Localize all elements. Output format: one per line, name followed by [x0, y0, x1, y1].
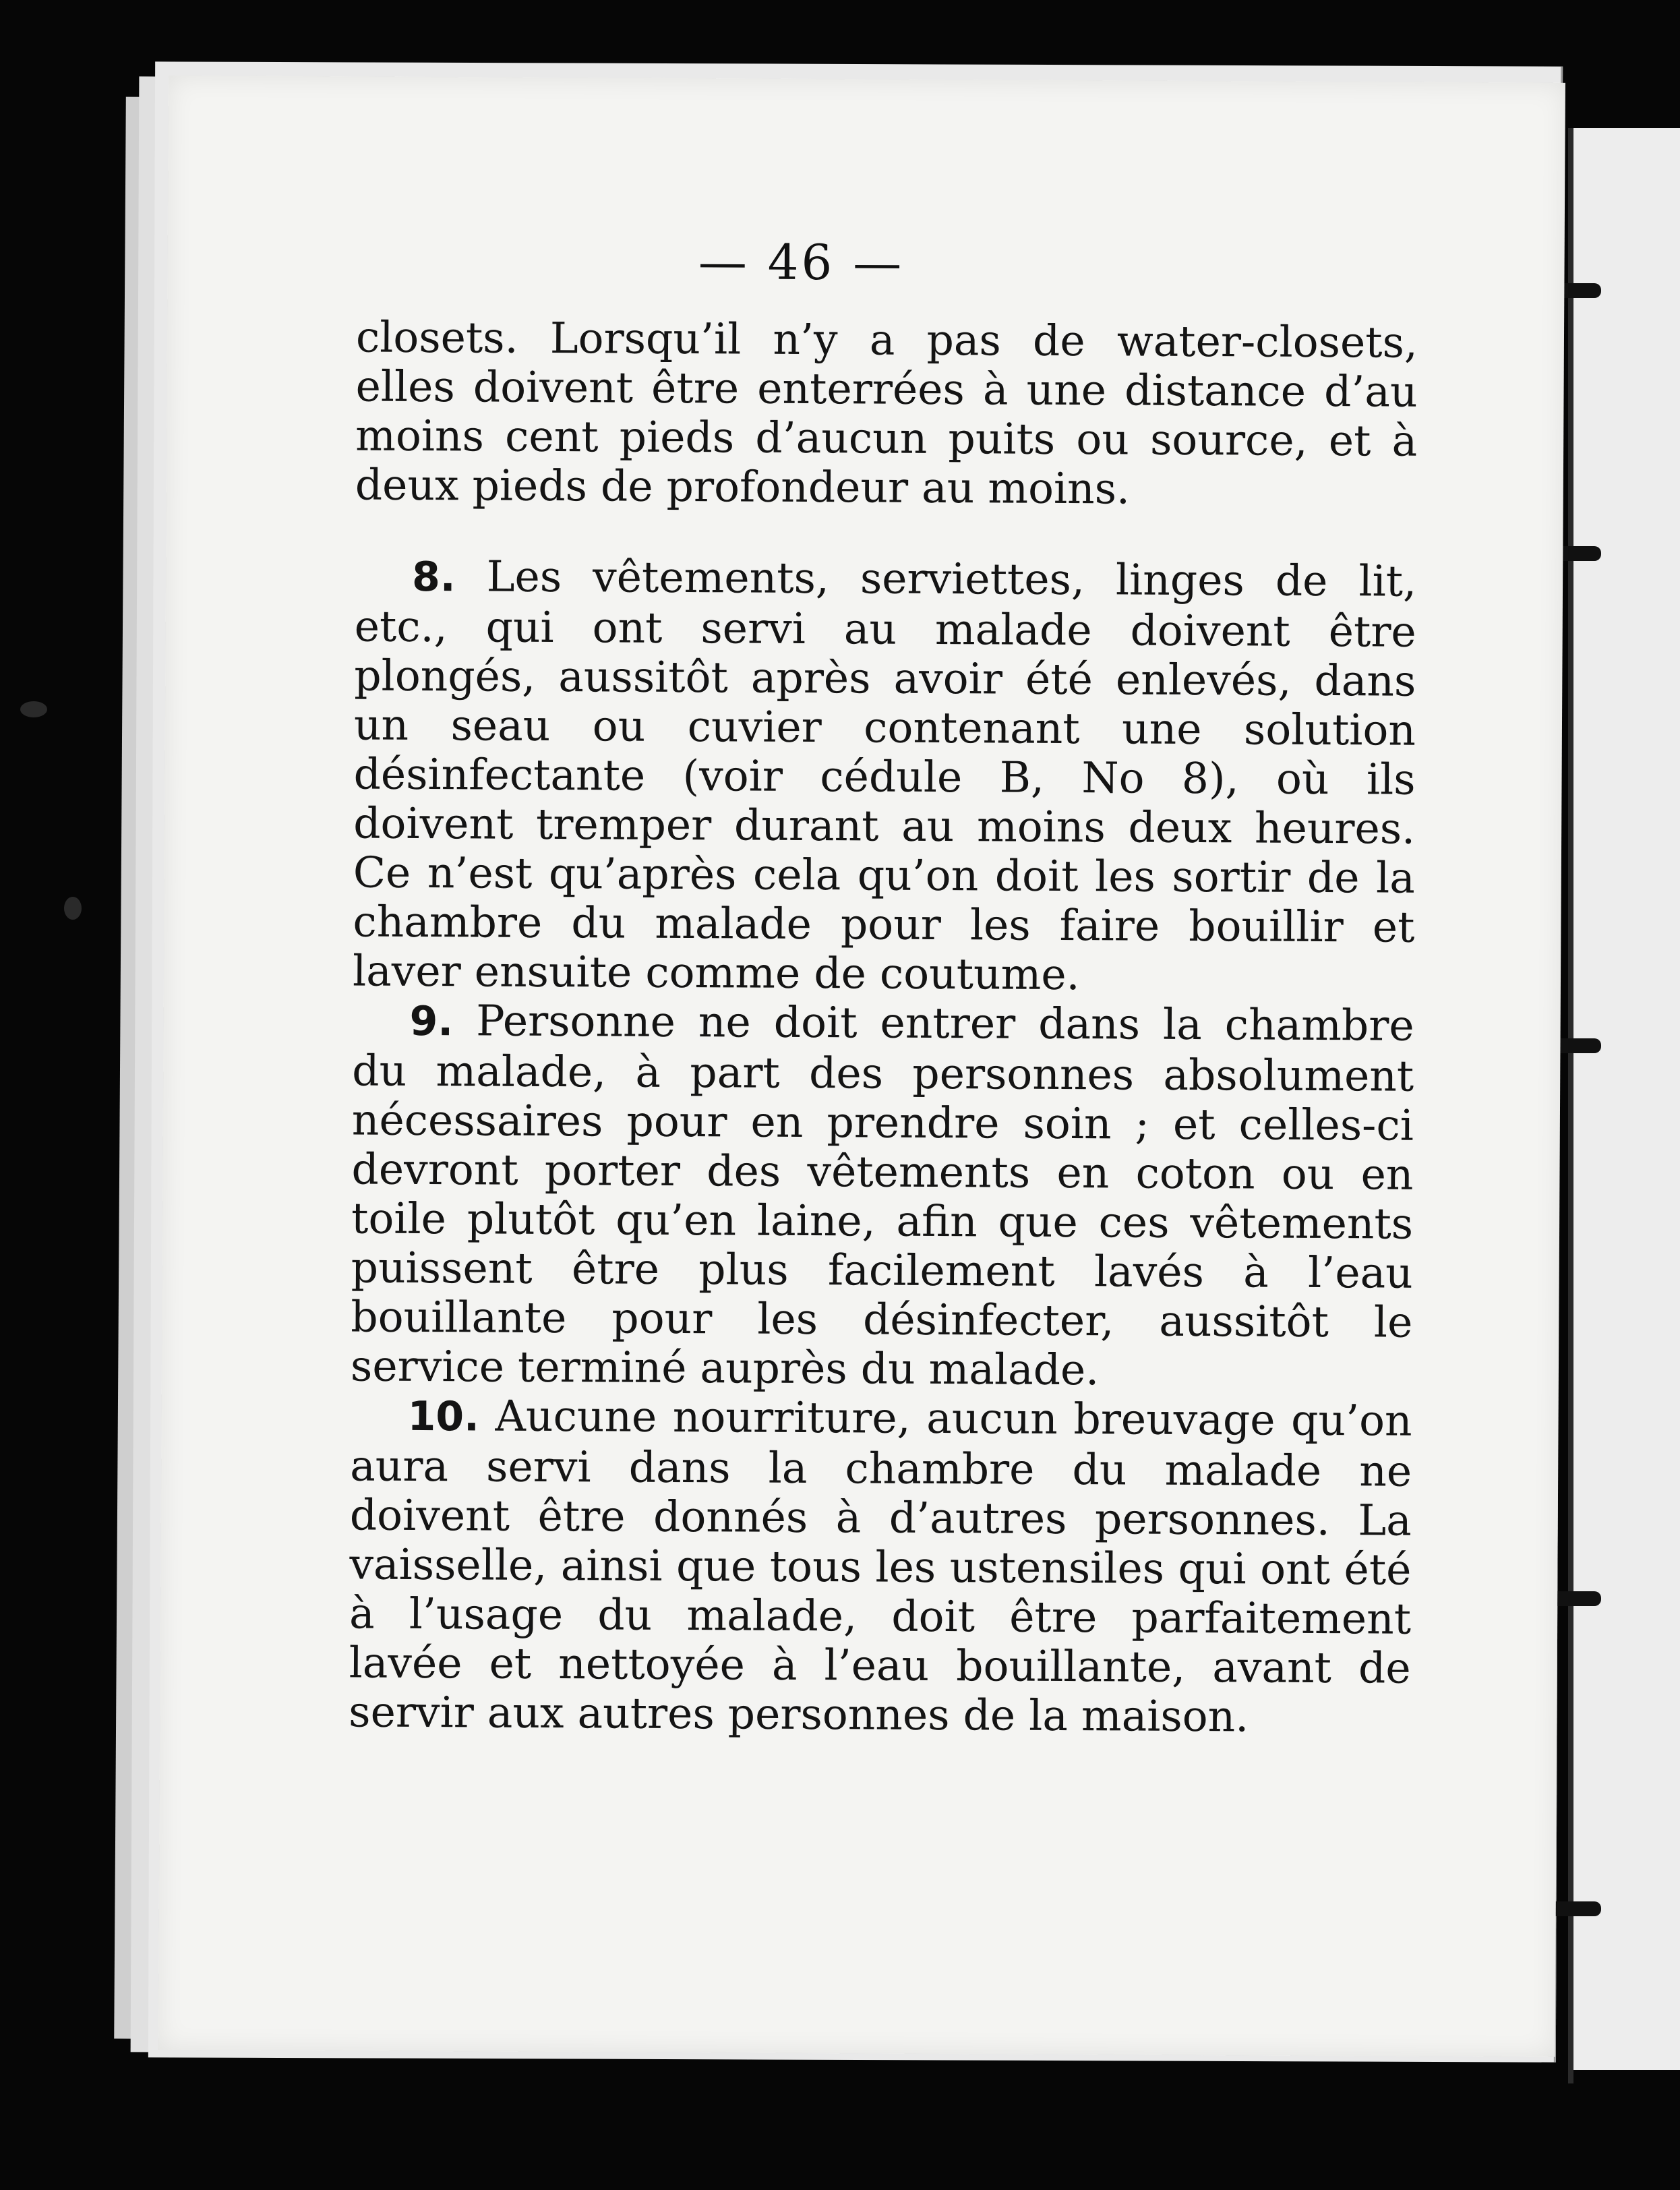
page-body — [349, 312, 1418, 1742]
paragraph-continuation — [355, 312, 1418, 514]
dust-speck — [20, 701, 47, 717]
paragraph-10 — [349, 1390, 1412, 1742]
dust-speck — [64, 897, 82, 920]
page-number: — 46 — — [698, 233, 905, 291]
paragraph-8 — [353, 551, 1416, 1001]
paragraph-text: Personne ne doit entrer dans la chambre du malade, à part des personnes absolument nécessaires pour en prendre soin ; et celles-ci devront porter des vêtements en coton ou en toile plutôt qu’en laine, afin que ces vêtements puissent être plus facilement lavés à l’eau bouillante pour les désinfecter, aussitôt le service terminé auprès du malade. — [350, 996, 1414, 1395]
paragraph-gap — [355, 509, 1416, 556]
paragraph-number: 10. — [407, 1392, 480, 1441]
paragraph-text: Aucune nourriture, aucun breuvage qu’on aura servi dans la chambre du malade ne doivent être donnés à d’autres personnes. La vaisselle, ainsi que tous les ustensiles qui ont été à l’usage du malade, doit être parfaitement lavée et nettoyée à l’eau bouillante, avant de servir aux autres personnes de la maison. — [349, 1391, 1412, 1742]
paragraph-number: 8. — [411, 553, 456, 601]
paragraph-text: closets. Lorsqu’il n’y a pas de water-closets, elles doivent être enterrées à une distance d’au moins cent pieds d’aucun puits ou source, et à deux pieds de profondeur au moins. — [355, 312, 1418, 514]
next-leaf-strip — [1571, 128, 1680, 2070]
paragraph-number: 9. — [409, 997, 454, 1046]
book-page — [158, 76, 1565, 2057]
paragraph-9 — [351, 995, 1414, 1396]
paragraph-text: Les vêtements, serviettes, linges de lit, etc., qui ont servi au malade doivent être plongés, aussitôt après avoir été enlevés, dans un seau ou cuvier contenant une solution désinfectante (voir cédule B, No 8), où ils doivent tremper durant au moins deux heures. Ce n’est qu’après cela qu’on doit les sortir de la chambre du malade pour les faire bouillir et laver ensuite comme de coutume. — [352, 552, 1417, 1000]
binding-line — [1568, 128, 1573, 2083]
